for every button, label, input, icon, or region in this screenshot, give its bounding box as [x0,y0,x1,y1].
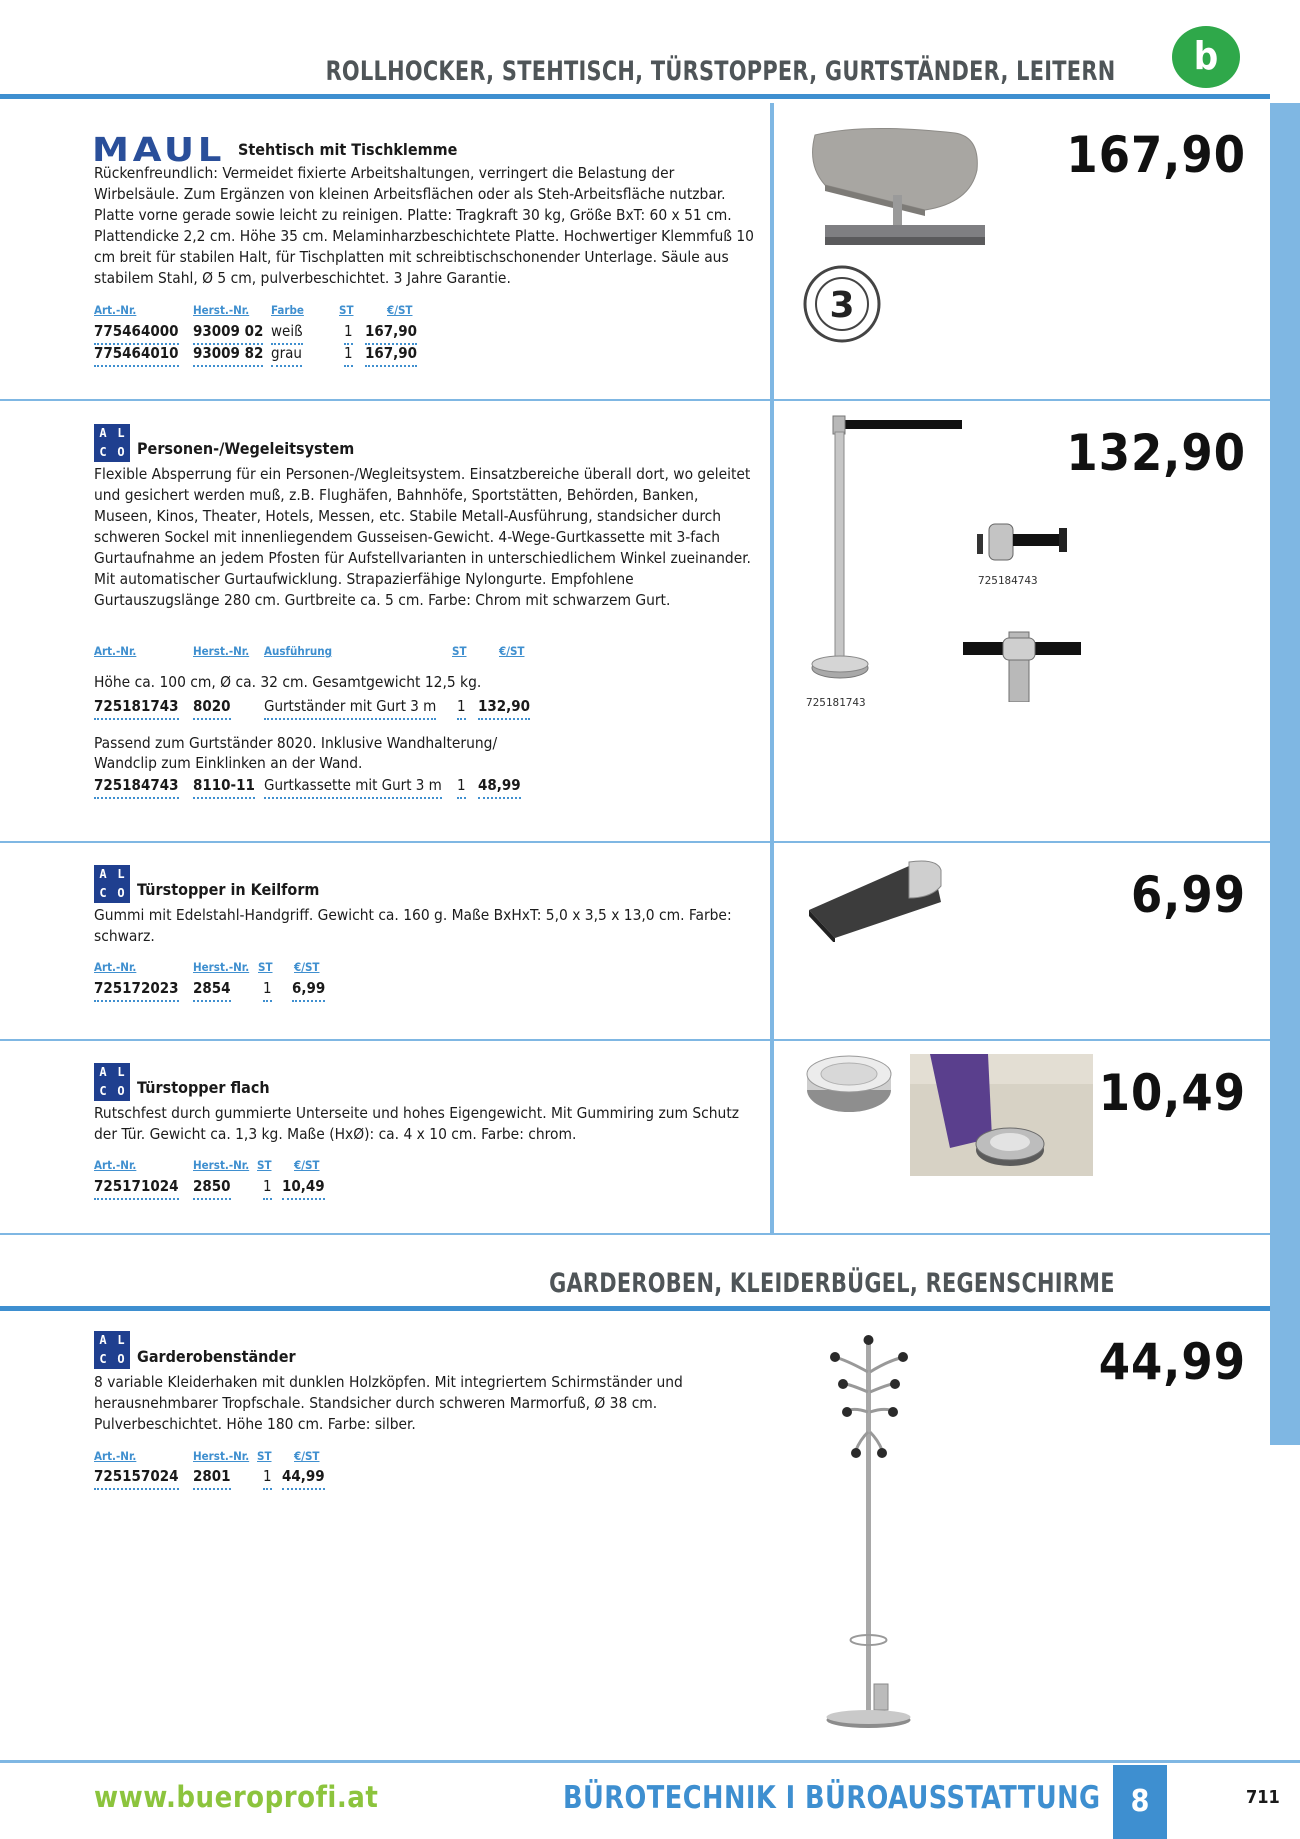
col-price: €/ST [294,1158,320,1172]
col-art-nr: Art.-Nr. [94,960,137,974]
cell-art-nr: 725171024 [94,1177,179,1200]
cell-herst-nr: 2854 [193,979,231,1002]
cell-art-nr: 725184743 [94,776,179,799]
cell-price: 48,99 [478,776,521,799]
col-herst-nr: Herst.-Nr. [193,960,250,974]
guarantee-number: 3 [829,285,855,326]
product-description: Gummi mit Edelstahl-Handgriff. Gewicht ca. 160 g. Maße BxHxT: 5,0 x 3,5 x 13,0 cm. Farbe: schwarz. [94,906,732,945]
section-title: ROLLHOCKER, STEHTISCH, TÜRSTOPPER, GURTSTÄNDER, LEITERN [325,56,1115,87]
chapter-number: 8 [1113,1765,1167,1839]
product-title: Personen-/Wegeleitsystem [137,439,355,458]
belt-detail-image [963,628,1081,702]
product-separator [0,399,1272,401]
col-herst-nr: Herst.-Nr. [193,303,250,317]
header-rule [0,94,1270,99]
table-header [94,960,334,974]
col-farbe: Farbe [271,303,304,317]
product-description: Rückenfreundlich: Vermeidet fixierte Arbeitshaltungen, verringert die Belastung der Wirbelsäule. Zum Ergänzen von kleinen Arbeitsflächen oder als Steh-Arbeitsfläche nutzbar. Platte vorne gerade sowie leicht zu reinigen. Platte: Tragkraft 30 kg, Größe BxT: 60 x 51 cm. Plattendicke 2,2 cm. Höhe 35 cm. Melaminharzbeschichtete Platte. Hochwertiger Klemmfuß 10 cm breit für stabilen Halt, für Tischplatten mit schreibtischschonender Unterlage. Säule aus stabilem Stahl, Ø 5 cm, pulverbeschichtet. 3 Jahre Garantie. [94,164,754,287]
product-price: 44,99 [1098,1333,1246,1391]
col-art-nr: Art.-Nr. [94,1158,137,1172]
table-row [94,1177,334,1199]
cell-art-nr: 725181743 [94,697,179,720]
standing-table-image [805,125,985,245]
col-herst-nr: Herst.-Nr. [193,1158,250,1172]
variant-note: Passend zum Gurtständer 8020. Inklusive Wandhalterung/ Wandclip zum Einklinken an der Wand. [94,734,498,772]
cell-art-nr: 725172023 [94,979,179,1002]
table-header [94,1449,334,1463]
col-herst-nr: Herst.-Nr. [193,644,250,658]
col-price: €/ST [499,644,525,658]
cell-ausfuehrung: Gurtkassette mit Gurt 3 m [264,776,442,799]
product-price: 10,49 [1098,1064,1246,1122]
cell-farbe: weiß [271,322,303,345]
image-caption: 725184743 [978,574,1038,587]
footer-url[interactable]: www.bueroprofi.at [94,1780,379,1814]
table-row [94,1467,334,1489]
table-row [94,697,534,719]
cell-herst-nr: 93009 02 [193,322,263,345]
header-rule [0,1306,1300,1311]
col-st: ST [257,1449,272,1463]
cell-st: 1 [263,1177,272,1200]
cell-herst-nr: 8020 [193,697,231,720]
cell-herst-nr: 2850 [193,1177,231,1200]
col-st: ST [452,644,467,658]
col-ausfuehrung: Ausführung [264,644,333,658]
product-title: Türstopper in Keilform [137,880,320,899]
belt-cassette-image [975,518,1071,566]
category-badge [1172,26,1240,88]
col-st: ST [257,1158,272,1172]
footer-rule [0,1760,1300,1763]
table-row [94,979,334,1001]
coat-stand-image [820,1332,920,1732]
table-header [94,1158,334,1172]
cell-st: 1 [457,776,466,799]
product-price: 167,90 [1066,126,1246,184]
footer-category: BÜROTECHNIK I BÜROAUSSTATTUNG [563,1780,1101,1816]
cell-art-nr: 775464010 [94,344,179,367]
variant-note: Höhe ca. 100 cm, Ø ca. 32 cm. Gesamtgewicht 12,5 kg. [94,673,482,691]
product-price: 132,90 [1066,424,1246,482]
table-row [94,322,434,344]
alco-logo: A L C O [94,424,130,462]
flat-doorstop-photo [910,1054,1093,1176]
cell-price: 132,90 [478,697,530,720]
maul-logo: MAUL [92,130,226,169]
col-art-nr: Art.-Nr. [94,303,137,317]
barrier-post-image [800,412,970,692]
cell-st: 1 [263,979,272,1002]
column-divider [770,103,774,1235]
side-bar [1270,1306,1300,1445]
cell-price: 10,49 [282,1177,325,1200]
category-badge-letter: b [1193,34,1219,78]
cell-art-nr: 725157024 [94,1467,179,1490]
cell-herst-nr: 2801 [193,1467,231,1490]
table-row [94,776,534,798]
cell-st: 1 [344,344,353,367]
alco-logo: A L C O [94,1331,130,1369]
col-art-nr: Art.-Nr. [94,644,137,658]
product-separator [0,841,1272,843]
alco-logo: A L C O [94,865,130,903]
cell-price: 44,99 [282,1467,325,1490]
col-st: ST [339,303,354,317]
col-art-nr: Art.-Nr. [94,1449,137,1463]
table-header [94,644,534,658]
col-herst-nr: Herst.-Nr. [193,1449,250,1463]
cell-price: 6,99 [292,979,325,1002]
table-row [94,344,434,366]
product-description: Rutschfest durch gummierte Unterseite und hohes Eigengewicht. Mit Gummiring zum Schutz der Tür. Gewicht ca. 1,3 kg. Maße (HxØ): ca. 4 x 10 cm. Farbe: chrom. [94,1104,740,1143]
cell-price: 167,90 [365,344,417,367]
cell-farbe: grau [271,344,302,367]
col-price: €/ST [294,1449,320,1463]
product-description: 8 variable Kleiderhaken mit dunklen Holzköpfen. Mit integriertem Schirmständer und herausnehmbarer Tropfschale. Standsicher durch schweren Marmorfuß, Ø 38 cm. Pulverbeschichtet. Höhe 180 cm. Farbe: silber. [94,1373,683,1433]
table-header [94,303,434,317]
alco-logo: A L C O [94,1063,130,1101]
cell-ausfuehrung: Gurtständer mit Gurt 3 m [264,697,436,720]
cell-st: 1 [344,322,353,345]
cell-st: 1 [263,1467,272,1490]
cell-price: 167,90 [365,322,417,345]
wedge-doorstop-image [805,858,945,942]
guarantee-seal-icon [802,264,882,344]
cell-herst-nr: 8110-11 [193,776,255,799]
side-bar [1270,103,1300,1445]
flat-doorstop-image [805,1052,895,1122]
cell-herst-nr: 93009 82 [193,344,263,367]
product-separator [0,1233,1272,1235]
product-separator [0,1039,1272,1041]
col-st: ST [258,960,273,974]
product-price: 6,99 [1131,866,1246,924]
product-description: Flexible Absperrung für ein Personen-/Wegleitsystem. Einsatzbereiche überall dort, wo geleitet und gesichert werden muß, z.B. Flughäfen, Bahnhöfe, Sportstätten, Behörden, Banken, Museen, Kinos, Theater, Hotels, Messen, etc. Stabile Metall-Ausführung, standsicher durch schweren Sockel mit innenliegendem Gusseisen-Gewicht. 4-Wege-Gurtkassette mit 3-fach Gurtaufnahme an jedem Pfosten für Aufstellvarianten in unterschiedlichem Winkel zueinander. Mit automatischer Gurtaufwicklung. Strapazierfähige Nylongurte. Empfohlene Gurtauszugslänge 280 cm. Gurtbreite ca. 5 cm. Farbe: Chrom mit schwarzem Gurt. [94,465,751,609]
product-title: Türstopper flach [137,1078,270,1097]
product-title: Stehtisch mit Tischklemme [238,140,458,159]
col-price: €/ST [387,303,413,317]
section-title: GARDEROBEN, KLEIDERBÜGEL, REGENSCHIRME [549,1268,1115,1299]
col-price: €/ST [294,960,320,974]
cell-st: 1 [457,697,466,720]
page-number: 711 [1246,1787,1280,1808]
image-caption: 725181743 [806,696,866,709]
product-title: Garderobenständer [137,1347,296,1366]
cell-art-nr: 775464000 [94,322,179,345]
